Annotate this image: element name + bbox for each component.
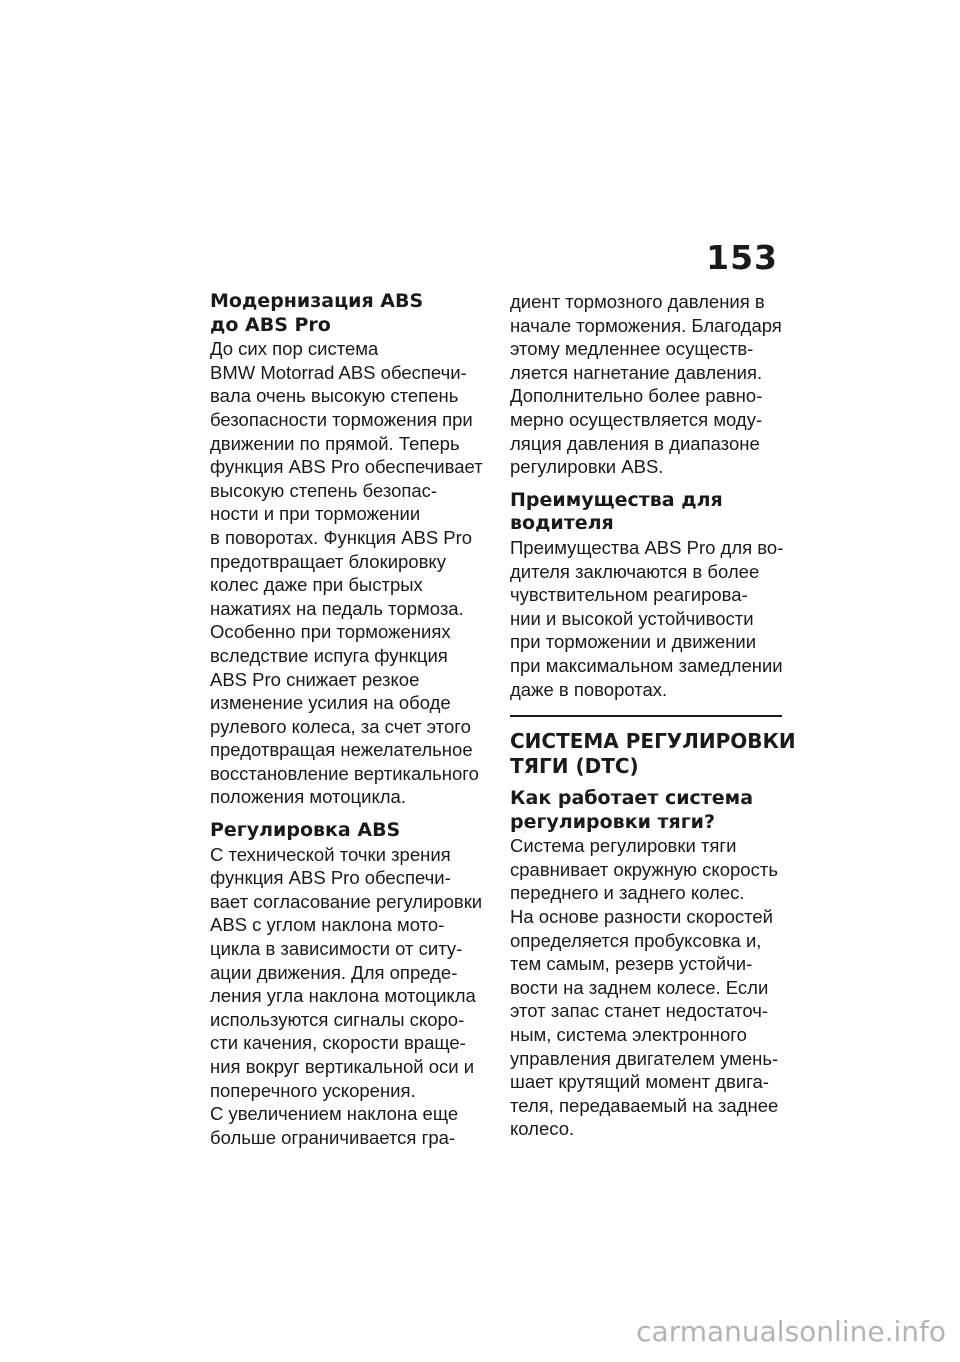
- text-line: ности и при торможении: [210, 503, 421, 525]
- text-line: шает крутящий момент двига-: [510, 1071, 769, 1093]
- text-line: вости на заднем колесе. Если: [510, 976, 769, 998]
- section-heading: до ABS Pro: [210, 313, 331, 336]
- section-heading: Регулировка ABS: [210, 819, 401, 842]
- text-line: ABS Pro снижает резкое: [210, 668, 420, 690]
- left-column: [210, 290, 492, 1149]
- text-line: До сих пор система: [210, 338, 379, 360]
- text-line: Особенно при торможениях: [210, 621, 451, 643]
- text-line: BMW Motorrad ABS обеспечи-: [210, 361, 467, 383]
- text-line: теля, передаваемый на заднее: [510, 1094, 779, 1116]
- text-line: вследствие испуга функция: [210, 644, 448, 666]
- paragraph: [510, 290, 782, 479]
- text-line: Дополнительно более равно-: [510, 385, 763, 407]
- text-line: поперечного ускорения.: [210, 1079, 416, 1101]
- section-heading: Преимущества для: [510, 488, 723, 511]
- text-line: Преимущества ABS Pro для во-: [510, 536, 784, 558]
- section-heading: Как работает система: [510, 787, 754, 810]
- text-line: сти качения, скорости враще-: [210, 1032, 466, 1054]
- text-line: цикла в зависимости от ситу-: [210, 938, 463, 960]
- text-line: диент тормозного давления в: [510, 291, 765, 312]
- text-line: С технической точки зрения: [210, 843, 451, 865]
- text-line: ляется нагнетание давления.: [510, 361, 763, 383]
- text-line: начале торможения. Благодаря: [510, 314, 782, 336]
- text-line: при торможении и движении: [510, 631, 757, 653]
- text-line: колесо.: [510, 1118, 575, 1140]
- chapter-title: ТЯГИ (DTC): [510, 754, 639, 779]
- text-line: ляция давления в диапазоне: [510, 432, 760, 454]
- text-line: ации движения. Для опреде-: [210, 961, 458, 983]
- text-line: безопасности торможения при: [210, 408, 473, 430]
- chapter-title: СИСТЕМА РЕГУЛИРОВКИ: [510, 729, 796, 754]
- text-line: мерно осуществляется моду-: [510, 408, 763, 430]
- watermark: carmanualsonline.info: [636, 1315, 946, 1348]
- text-line: этот запас станет недостаточ-: [510, 1000, 769, 1022]
- text-line: используются сигналы скоро-: [210, 1008, 465, 1030]
- text-line: чувствительном реагирова-: [510, 584, 748, 606]
- section-driver-benefits: [510, 489, 782, 701]
- text-line: рулевого колеса, за счет этого: [210, 715, 471, 737]
- text-line: больше ограничивается гра-: [210, 1126, 456, 1148]
- text-line: вает согласование регулировки: [210, 890, 483, 912]
- paragraph: [510, 536, 782, 701]
- text-line: определяется пробуксовка и,: [510, 929, 762, 951]
- text-line: в поворотах. Функция ABS Pro: [210, 526, 473, 548]
- text-line: ния вокруг вертикальной оси и: [210, 1056, 475, 1077]
- section-dtc: [510, 729, 796, 1141]
- text-line: функция ABS Pro обеспечивает: [210, 456, 483, 478]
- paragraph: [210, 843, 492, 1150]
- text-line: ления угла наклона мотоцикла: [210, 985, 476, 1007]
- section-divider: [510, 715, 782, 717]
- text-line: сравнивает окружную скорость: [510, 858, 778, 880]
- text-line: при максимальном замедлении: [510, 654, 783, 676]
- text-line: положения мотоцикла.: [210, 786, 406, 808]
- text-line: восстановление вертикального: [210, 762, 479, 784]
- section-heading: регулировки тяги?: [510, 810, 716, 833]
- text-line: функция ABS Pro обеспечи-: [210, 867, 451, 889]
- page-number: 153: [706, 238, 778, 277]
- text-line: переднего и заднего колес.: [510, 882, 745, 904]
- section-heading: Модернизация ABS: [210, 290, 424, 312]
- section-abs-upgrade: [210, 290, 492, 809]
- text-line: предотвращая нежелательное: [210, 739, 473, 761]
- section-heading: водителя: [510, 512, 614, 535]
- text-line: предотвращает блокировку: [210, 550, 446, 572]
- text-line: Система регулировки тяги: [510, 835, 737, 857]
- right-column: [510, 290, 796, 1141]
- text-line: управления двигателем умень-: [510, 1047, 779, 1069]
- text-line: вала очень высокую степень: [210, 385, 459, 407]
- text-line: регулировки ABS.: [510, 456, 664, 478]
- text-line: тем самым, резерв устойчи-: [510, 953, 753, 975]
- text-line: На основе разности скоростей: [510, 906, 773, 928]
- text-line: ABS с углом наклона мото-: [210, 914, 445, 936]
- paragraph: [510, 834, 782, 1141]
- text-line: дителя заключаются в более: [510, 560, 760, 582]
- text-line: нажатиях на педаль тормоза.: [210, 597, 464, 619]
- paragraph: [210, 337, 492, 809]
- text-line: изменение усилия на ободе: [210, 692, 451, 714]
- section-abs-regulation: [210, 819, 492, 1149]
- text-line: нии и высокой устойчивости: [510, 607, 754, 629]
- text-line: этому медленнее осуществ-: [510, 338, 754, 360]
- text-line: высокую степень безопас-: [210, 479, 438, 501]
- text-line: колес даже при быстрых: [210, 574, 423, 596]
- text-line: С увеличением наклона еще: [210, 1103, 459, 1125]
- text-line: ным, система электронного: [510, 1024, 747, 1046]
- text-line: даже в поворотах.: [510, 678, 668, 700]
- text-line: движении по прямой. Теперь: [210, 432, 460, 454]
